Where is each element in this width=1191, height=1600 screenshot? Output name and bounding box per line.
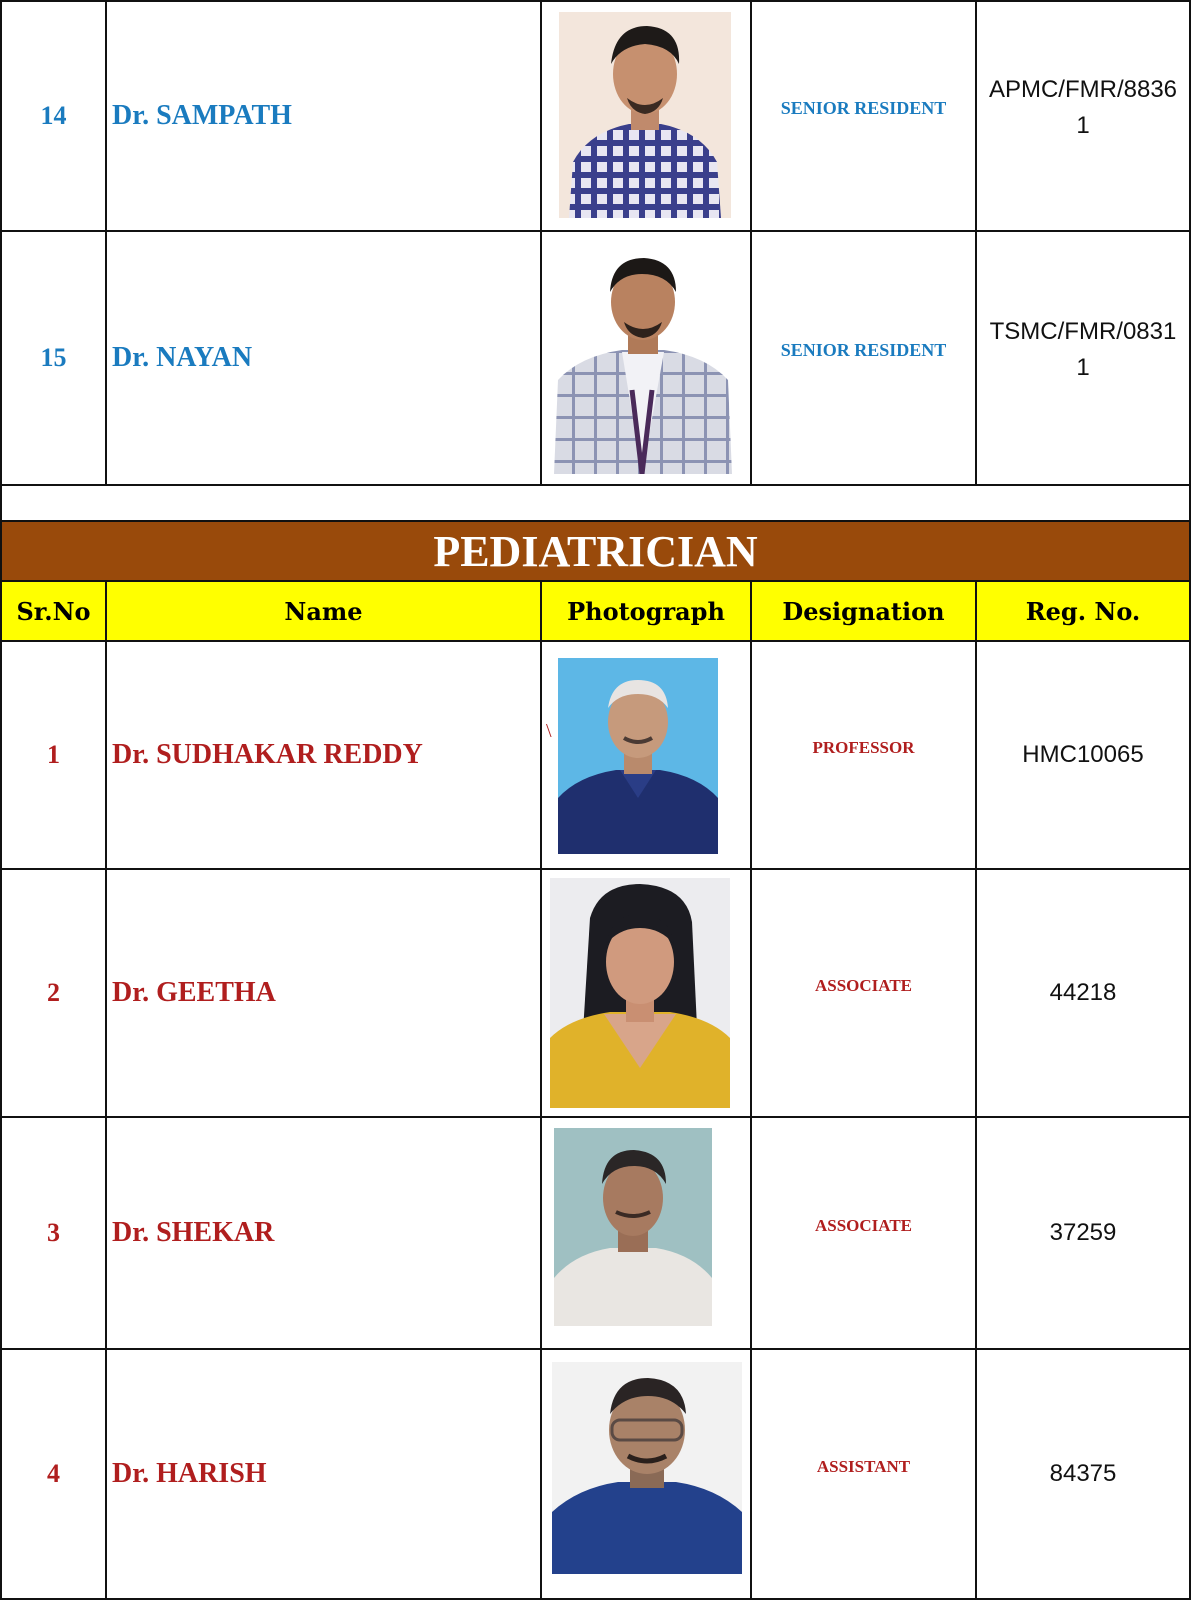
header-label: Name [284,596,363,626]
designation-cell [750,640,977,870]
designation-cell [750,868,977,1118]
name-cell [105,868,542,1118]
designation-cell [750,0,977,232]
photo-cell [540,640,752,870]
designation: SENIOR RESIDENT [780,339,947,360]
section-title [0,520,1191,582]
designation-cell [750,230,977,486]
reg-no-line1: APMC/FMR/8836 [988,76,1178,103]
designation: SENIOR RESIDENT [780,97,947,118]
photo-cell [540,1116,752,1350]
section-title-text: PEDIATRICIAN [433,526,758,576]
doctor-photo [558,658,718,854]
name-cell [105,0,542,232]
reg-no-cell [975,230,1191,486]
sr-no: 2 [47,978,60,1007]
reg-no: 84375 [1049,1460,1117,1487]
photo-cell [540,0,752,232]
header-label: Photograph [567,596,725,626]
sr-no: 1 [47,740,60,769]
sr-no-cell [0,1116,107,1350]
sr-no: 3 [47,1218,60,1247]
name-cell [105,640,542,870]
reg-no-cell [975,868,1191,1118]
reg-no-line2: 1 [1076,354,1090,381]
sr-no: 4 [47,1459,60,1488]
doctor-name: Dr. SAMPATH [112,100,292,131]
reg-no-cell [975,1348,1191,1600]
sr-no: 15 [40,343,67,372]
reg-no: HMC10065 [1022,741,1144,768]
header-label: Sr.No [16,596,91,626]
header-sr-no [0,580,107,642]
doctor-photo [552,1362,742,1574]
photo-cell [540,1348,752,1600]
photo-mark: \ [546,720,552,742]
sr-no-cell [0,230,107,486]
designation: ASSISTANT [816,1457,911,1476]
photo-cell [540,230,752,486]
sr-no-cell [0,868,107,1118]
header-designation [750,580,977,642]
doctor-name: Dr. HARISH [112,1458,267,1489]
designation: ASSOCIATE [815,1216,912,1235]
reg-no: 37259 [1049,1219,1117,1246]
reg-no-line2: 1 [1076,112,1090,139]
designation: PROFESSOR [812,738,915,757]
doctor-photo [550,878,730,1108]
reg-no-cell [975,0,1191,232]
sr-no-cell [0,1348,107,1600]
doctor-name: Dr. GEETHA [112,977,276,1008]
reg-no: 44218 [1049,979,1117,1006]
header-label: Reg. No. [1025,596,1141,626]
name-cell [105,1116,542,1350]
doctor-name: Dr. SUDHAKAR REDDY [112,739,423,770]
sr-no: 14 [40,101,67,130]
header-name [105,580,542,642]
name-cell [105,1348,542,1600]
designation-cell [750,1348,977,1600]
header-reg-no [975,580,1191,642]
reg-no-cell [975,1116,1191,1350]
designation: ASSOCIATE [815,976,912,995]
doctor-photo [559,12,731,218]
sr-no-cell [0,640,107,870]
name-cell [105,230,542,486]
spacer-row [0,484,1191,522]
photo-cell [540,868,752,1118]
sr-no-cell [0,0,107,232]
reg-no-cell [975,640,1191,870]
header-label: Designation [782,596,945,626]
doctor-photo [554,1128,712,1326]
doctor-photo [550,240,736,474]
doctor-name: Dr. NAYAN [112,342,253,373]
reg-no-line1: TSMC/FMR/0831 [989,318,1177,345]
designation-cell [750,1116,977,1350]
doctor-name: Dr. SHEKAR [112,1217,275,1248]
header-photograph [540,580,752,642]
